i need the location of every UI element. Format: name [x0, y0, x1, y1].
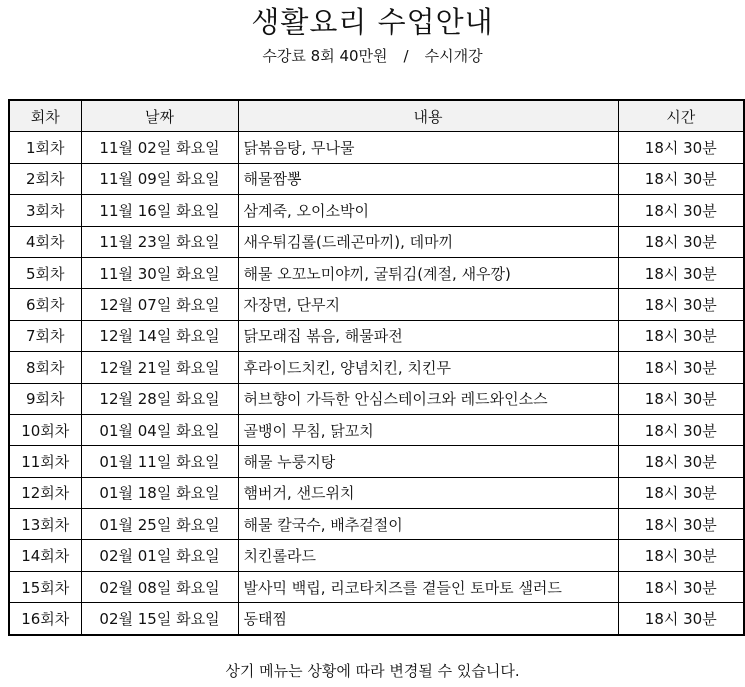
time-cell: 18시 30분: [618, 603, 744, 635]
menu-cell: 동태찜: [238, 603, 618, 635]
class-schedule-table: [8, 99, 745, 636]
date-cell: 11월 09일 화요일: [81, 163, 238, 194]
table-row: [9, 132, 744, 163]
column-header-time: 시간: [618, 100, 744, 132]
date-cell: 12월 21일 화요일: [81, 352, 238, 383]
time-cell: 18시 30분: [618, 509, 744, 540]
menu-cell: 허브향이 가득한 안심스테이크와 레드와인소스: [238, 383, 618, 414]
menu-cell: 새우튀김롤(드레곤마끼), 데마끼: [238, 226, 618, 257]
menu-cell: 해물 누룽지탕: [238, 446, 618, 477]
round-cell: 16회차: [9, 603, 81, 635]
round-cell: 13회차: [9, 509, 81, 540]
menu-cell: 자장면, 단무지: [238, 289, 618, 320]
menu-cell: 골뱅이 무침, 닭꼬치: [238, 414, 618, 445]
date-cell: 01월 25일 화요일: [81, 509, 238, 540]
round-cell: 1회차: [9, 132, 81, 163]
round-cell: 14회차: [9, 540, 81, 571]
time-cell: 18시 30분: [618, 414, 744, 445]
date-cell: 12월 07일 화요일: [81, 289, 238, 320]
footer-note: 상기 메뉴는 상황에 따라 변경될 수 있습니다.: [225, 662, 520, 680]
menu-cell: 닭모래집 볶음, 해물파전: [238, 320, 618, 351]
round-cell: 2회차: [9, 163, 81, 194]
time-cell: 18시 30분: [618, 540, 744, 571]
column-header-menu: 내용: [238, 100, 618, 132]
table-row: [9, 477, 744, 508]
table-row: [9, 414, 744, 445]
table-row: [9, 603, 744, 635]
enrollment-text: 수시개강: [424, 47, 483, 65]
time-cell: 18시 30분: [618, 132, 744, 163]
menu-cell: 삼계죽, 오이소박이: [238, 195, 618, 226]
page-title: 생활요리 수업안내: [251, 5, 494, 39]
time-cell: 18시 30분: [618, 226, 744, 257]
time-cell: 18시 30분: [618, 289, 744, 320]
date-cell: 01월 04일 화요일: [81, 414, 238, 445]
round-cell: 4회차: [9, 226, 81, 257]
date-cell: 02월 08일 화요일: [81, 571, 238, 602]
separator: /: [403, 47, 409, 65]
round-cell: 12회차: [9, 477, 81, 508]
time-cell: 18시 30분: [618, 163, 744, 194]
menu-cell: 후라이드치킨, 양념치킨, 치킨무: [238, 352, 618, 383]
table-row: [9, 320, 744, 351]
column-header-round: 회차: [9, 100, 81, 132]
date-cell: 11월 23일 화요일: [81, 226, 238, 257]
subtitle: [0, 45, 745, 67]
table-row: [9, 383, 744, 414]
round-cell: 8회차: [9, 352, 81, 383]
menu-cell: 해물 칼국수, 배추겉절이: [238, 509, 618, 540]
date-cell: 02월 15일 화요일: [81, 603, 238, 635]
time-cell: 18시 30분: [618, 352, 744, 383]
column-header-date: 날짜: [81, 100, 238, 132]
date-cell: 11월 16일 화요일: [81, 195, 238, 226]
table-row: [9, 571, 744, 602]
table-row: [9, 289, 744, 320]
menu-cell: 해물짬뽕: [238, 163, 618, 194]
table-row: [9, 257, 744, 288]
date-cell: 12월 14일 화요일: [81, 320, 238, 351]
time-cell: 18시 30분: [618, 477, 744, 508]
time-cell: 18시 30분: [618, 571, 744, 602]
table-header-row: [9, 100, 744, 132]
table-row: [9, 509, 744, 540]
menu-cell: 닭볶음탕, 무나물: [238, 132, 618, 163]
time-cell: 18시 30분: [618, 195, 744, 226]
time-cell: 18시 30분: [618, 383, 744, 414]
table-row: [9, 226, 744, 257]
date-cell: 01월 11일 화요일: [81, 446, 238, 477]
menu-cell: 햄버거, 샌드위치: [238, 477, 618, 508]
date-cell: 12월 28일 화요일: [81, 383, 238, 414]
round-cell: 5회차: [9, 257, 81, 288]
round-cell: 6회차: [9, 289, 81, 320]
date-cell: 11월 02일 화요일: [81, 132, 238, 163]
time-cell: 18시 30분: [618, 446, 744, 477]
round-cell: 10회차: [9, 414, 81, 445]
menu-cell: 해물 오꼬노미야끼, 굴튀김(계절, 새우깡): [238, 257, 618, 288]
date-cell: 11월 30일 화요일: [81, 257, 238, 288]
table-row: [9, 352, 744, 383]
time-cell: 18시 30분: [618, 320, 744, 351]
table-row: [9, 446, 744, 477]
time-cell: 18시 30분: [618, 257, 744, 288]
menu-cell: 치킨롤라드: [238, 540, 618, 571]
date-cell: 01월 18일 화요일: [81, 477, 238, 508]
round-cell: 9회차: [9, 383, 81, 414]
menu-cell: 발사믹 백립, 리코타치즈를 곁들인 토마토 샐러드: [238, 571, 618, 602]
round-cell: 7회차: [9, 320, 81, 351]
table-row: [9, 163, 744, 194]
table-row: [9, 540, 744, 571]
date-cell: 02월 01일 화요일: [81, 540, 238, 571]
round-cell: 11회차: [9, 446, 81, 477]
round-cell: 15회차: [9, 571, 81, 602]
fee-text: 수강료 8회 40만원: [262, 47, 388, 65]
table-row: [9, 195, 744, 226]
round-cell: 3회차: [9, 195, 81, 226]
